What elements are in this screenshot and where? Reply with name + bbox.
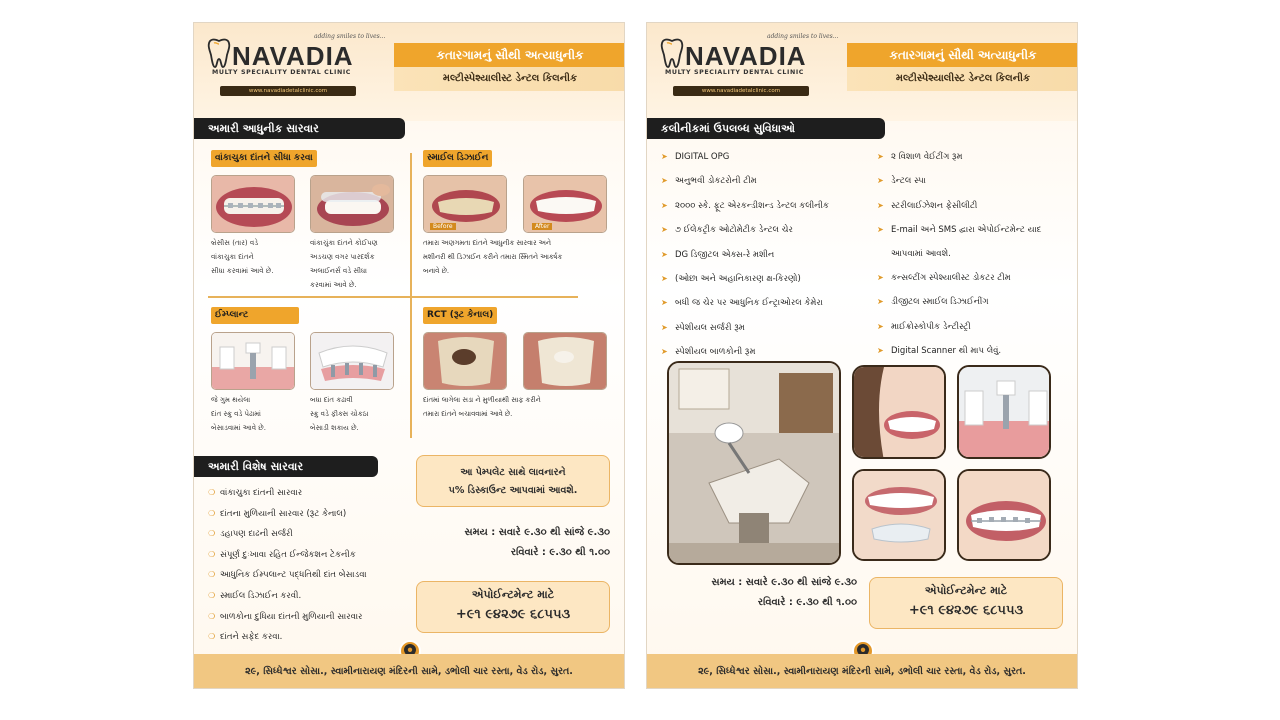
tooth-bullet-icon: ❍ (208, 632, 216, 642)
tooth-bullet-icon: ❍ (208, 549, 216, 559)
pamphlet-page-front (193, 22, 625, 689)
brand-name: NAVADIA (232, 41, 354, 71)
list-item: ➤ સ્પેશીયલ બાળકોની રૂમ (661, 340, 829, 364)
list-item: ➤ Digital Scanner થી માપ લેવું. (877, 339, 1041, 363)
brand-subtitle: MULTY SPECIALITY DENTAL CLINIC (665, 69, 804, 76)
aligner-photo (310, 175, 394, 233)
smile-before-photo (423, 175, 507, 233)
chevron-bullet-icon: ➤ (661, 347, 668, 357)
clear-aligner-photo (852, 469, 946, 561)
appointment-label: એપોઈન્ટમેન્ટ માટે (471, 588, 555, 601)
smile-after-photo (523, 175, 607, 233)
rct-caption: દાંતમાં લાગેલા સડા ને મુળીયાથી સાફ કરીને તમારા દાંતને બચાવવામાં આવે છે. (423, 396, 541, 418)
facilities-list-left (661, 145, 829, 365)
chevron-bullet-icon: ➤ (877, 200, 884, 210)
before-tag: Before (430, 223, 456, 230)
chevron-bullet-icon: ➤ (661, 249, 668, 259)
braces-photo (211, 175, 295, 233)
list-item: ❍ વાંકાચુકા દાંતની સારવાર (208, 483, 367, 504)
smiling-woman-photo (852, 365, 946, 459)
list-item: ❍ સંપૂર્ણ દુઃખાવા રહિત ઈન્જેકશન ટેકનીક (208, 545, 367, 566)
chevron-bullet-icon: ➤ (661, 225, 668, 235)
header-band (647, 23, 1077, 121)
header-subtitle: મલ્ટીસ્પેશ્યાલીસ્ટ ડેન્ટલ કિલનીક (847, 67, 1078, 91)
list-item: ➤ ડેન્ટલ સ્પા (877, 169, 1041, 193)
full-arch-caption: બધા દાંત કઢાવી સ્ક્રુ વડે ફીક્સ ચોકઠા બેસાડી શકાય છે. (310, 396, 369, 432)
tooth-bullet-icon: ❍ (208, 488, 216, 497)
chevron-bullet-icon: ➤ (877, 225, 884, 235)
tooth-bullet-icon: ❍ (208, 590, 216, 600)
chevron-bullet-icon: ➤ (661, 152, 668, 161)
list-item: ❍ દાંતના મુળિયાની સારવાર (રૂટ કેનાલ) (208, 504, 367, 525)
timing-weekday: સમય : સવારે ૯.૩૦ થી સાંજે ૯.૩૦ (464, 527, 610, 538)
list-item: ❍ આધુનિક ઈમ્પલાન્ટ પદ્ધતિથી દાંત બેસાડવા (208, 565, 367, 586)
list-item: ➤ (ઓછા અને અહાનિકારણ ક્ષ-કિરણો) (661, 267, 829, 291)
list-item: ❍ બાળકોના દુધિયા દાંતની મુળિયાની સારવાર (208, 607, 367, 628)
special-treatment-title: અમારી વિશેષ સારવાર (194, 456, 378, 477)
chevron-bullet-icon: ➤ (661, 200, 668, 210)
tooth-bullet-icon: ❍ (208, 508, 216, 518)
full-arch-implant-photo (310, 332, 394, 390)
tagline: adding smiles to lives... (314, 33, 386, 40)
timing-sunday: રવિવારે : ૯.૩૦ થી ૧.૦૦ (757, 597, 857, 608)
tagline: adding smiles to lives... (767, 33, 839, 40)
list-item: ➤ સ્ટરીલાઈઝેશન ફેસીલીટી (877, 194, 1041, 218)
braces-caption: બ્રેસીસ (તાર) વડે વાંકાચુકા દાંતને સીધા કરવામાં આવે છે. (211, 239, 274, 275)
header-band (194, 23, 624, 121)
appointment-box (869, 577, 1063, 629)
implant-model-photo (957, 365, 1051, 459)
after-tag: After (532, 223, 552, 230)
tooth-logo-icon (660, 37, 684, 69)
header-subtitle: મલ્ટીસ્પેશ્યાલીસ્ટ ડેન્ટલ કિલનીક (394, 67, 625, 91)
list-item: ❍ ડહાપણ દાઢની સર્જરી (208, 524, 367, 545)
tooth-logo-icon (207, 37, 231, 69)
list-item: આપવામાં આવશે. (891, 248, 951, 259)
tooth-bullet-icon: ❍ (208, 611, 216, 621)
implant-photo (211, 332, 295, 390)
rct-label: RCT (રૂટ કેનાલ) (423, 307, 497, 324)
facilities-title: કલીનીકમાં ઉપલબ્ધ સુવિધાઓ (647, 118, 885, 139)
list-item: ➤ કન્સલ્ટીંગ સ્પેશ્યાલીસ્ટ ડોકટર ટીમ (877, 266, 1041, 290)
chevron-bullet-icon: ➤ (661, 274, 668, 284)
special-treatment-list (208, 483, 367, 648)
braces-label: વાંકાચુકા દાંતને સીધા કરવા (211, 150, 317, 167)
chevron-bullet-icon: ➤ (877, 176, 884, 186)
list-item: ➤ ડીજીટલ સ્માઈલ ડિઝાઈનીંગ (877, 290, 1041, 314)
chevron-bullet-icon: ➤ (877, 346, 884, 356)
website-url[interactable]: www.navadiadetalclinic.com (673, 86, 809, 96)
braces-smile-photo (957, 469, 1051, 561)
list-item: ➤ ૨ વિશાળ વેઈટીંગ રૂમ (877, 145, 1041, 169)
smile-design-label: સ્માઈલ ડિઝાઈન (423, 150, 492, 167)
chevron-bullet-icon: ➤ (877, 321, 884, 331)
appointment-phone[interactable]: +૯૧ ૯૪૨૭૯ ૬૮૫૫૩ (455, 607, 571, 622)
facilities-list-right (877, 145, 1041, 364)
chevron-bullet-icon: ➤ (877, 152, 884, 161)
timing-weekday: સમય : સવારે ૯.૩૦ થી સાંજે ૯.૩૦ (711, 577, 857, 588)
chevron-bullet-icon: ➤ (661, 176, 668, 186)
website-url[interactable]: www.navadiadetalclinic.com (220, 86, 356, 96)
chevron-bullet-icon: ➤ (877, 273, 884, 283)
footer-address: ૨૯, સિધ્ધેશ્વર સોસા., સ્વામીનારાયણ મંદિરની સામે, ડભોલી ચાર રસ્તા, વેડ રોડ, સુરત. (194, 654, 624, 688)
implant-caption: જે ગુમ થયેલા દાંત સ્ક્રુ વડે પેઢામાં બેસાડવામાં આવે છે. (211, 396, 266, 432)
list-item: ❍ સ્માઈલ ડિઝાઈન કરવી. (208, 586, 367, 607)
pamphlet-page-back (646, 22, 1078, 689)
list-item: ➤ DG ડિજીટલ એક્સ-રે મશીન (661, 243, 829, 267)
rct-before-photo (423, 332, 507, 390)
list-item: ➤ DIGITAL OPG (661, 145, 829, 169)
discount-box: આ પેમ્પલેટ સાથે લાવનારને ૫% ડિસ્કાઉન્ટ આપવામાં આવશે. (416, 455, 610, 507)
list-item: ➤ E-mail અને SMS દ્વારા એપોઈન્ટમેન્ટ યાદ (877, 218, 1041, 242)
tooth-bullet-icon: ❍ (208, 529, 216, 539)
appointment-box (416, 581, 610, 633)
list-item: ➤ ૭ ઈલેકટ્રીક ઓટોમેટીક ડેન્ટલ ચેર (661, 218, 829, 242)
timing-sunday: રવિવારે : ૯.૩૦ થી ૧.૦૦ (510, 547, 610, 558)
chevron-bullet-icon: ➤ (661, 298, 668, 308)
appointment-phone[interactable]: +૯૧ ૯૪૨૭૯ ૬૮૫૫૩ (908, 603, 1024, 618)
chevron-bullet-icon: ➤ (877, 297, 884, 307)
modern-treatment-title: અમારી આધુનીક સારવાર (194, 118, 405, 139)
chevron-bullet-icon: ➤ (661, 322, 668, 332)
smile-design-caption: તમારા અણગમતા દાંતને આધુનીક સારવાર અને મશીનરી થી ડિઝાઈન કરીને તમારા સ્મિતને આકર્ષક બનાવે છે. (423, 239, 563, 275)
tooth-bullet-icon: ❍ (208, 570, 216, 580)
list-item: ➤ સ્પેશીયલ સર્જરી રૂમ (661, 316, 829, 340)
appointment-label: એપોઈન્ટમેન્ટ માટે (924, 584, 1008, 597)
list-item: ➤ અનુભવી ડોકટરોની ટીમ (661, 169, 829, 193)
header-title: કતારગામનું સૌથી અત્યાધુનીક (394, 43, 625, 67)
list-item: ➤ માઈક્રોસ્કોપીક ડેન્ટીસ્ટ્રી (877, 315, 1041, 339)
rct-after-photo (523, 332, 607, 390)
footer-address: ૨૯, સિધ્ધેશ્વર સોસા., સ્વામીનારાયણ મંદિરની સામે, ડભોલી ચાર રસ્તા, વેડ રોડ, સુરત. (647, 654, 1077, 688)
brand-subtitle: MULTY SPECIALITY DENTAL CLINIC (212, 69, 351, 76)
list-item: ➤ બધી જ ચેર પર આધુનિક ઈન્ટ્રાઓરલ કેમેરા (661, 291, 829, 315)
section-divider-horizontal (208, 296, 578, 298)
header-title: કતારગામનું સૌથી અત્યાધુનીક (847, 43, 1078, 67)
brand-name: NAVADIA (685, 41, 807, 71)
list-item: ❍ દાંતને સફેદ કરવા. (208, 627, 367, 648)
aligner-caption: વાંકાચુંકા દાંતને કોઈપણ અડચણ વગર પારદર્શક અલાઈનર્સ વડે સીધા કરવામાં આવે છે. (310, 239, 378, 289)
clinic-interior-photo (667, 361, 841, 565)
implant-label: ઈમ્પ્લાન્ટ (211, 307, 299, 324)
list-item: ➤ ૨૦૦૦ સ્કે. ફૂટ એરકન્ડીશન્ડ ડેન્ટલ કલીનીક (661, 194, 829, 218)
